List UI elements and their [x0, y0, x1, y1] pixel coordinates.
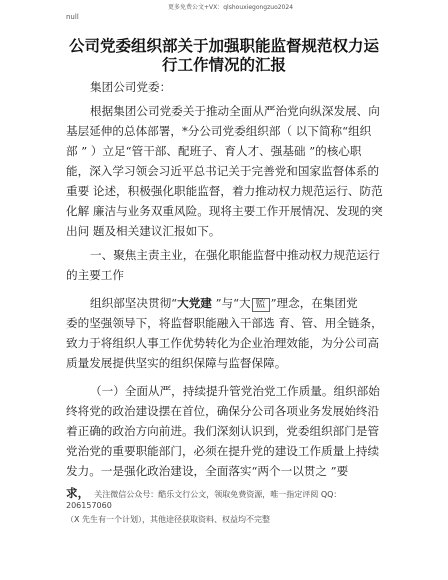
- footer-line-2: 206157060: [66, 501, 112, 510]
- watermark-text: 更多免费公文+VX：qlshouxiegongzuo2024: [168, 4, 294, 11]
- paragraph-1-line: 重要 论述，积极强化职能监督，着力推动权力规范运行、防范: [66, 184, 383, 198]
- footer-line-1: [66, 482, 341, 501]
- paragraph-2-line: 致力于将组织人事工作优势转化为企业治理效能，为分公司高: [66, 336, 380, 350]
- paragraph-2-line: [90, 295, 358, 312]
- section-heading-line: 的主要工作: [66, 268, 124, 282]
- header-mark: null: [66, 13, 79, 21]
- paragraph-1-line: 基层延伸的总体部署，*分公司党委组织部（ 以下简称“组织: [66, 124, 372, 138]
- paragraph-3-line: （一）全面从严，持续提升管党治党工作质量。组织部始: [90, 384, 380, 398]
- bold-phrase: 大党建: [177, 296, 212, 310]
- paragraph-3-line: 党治党的重要职能部门，必须在提升党的建设工作质量上持续: [66, 444, 380, 458]
- paragraph-2-line: 质量发展提供坚实的组织保障与监督保障。: [66, 356, 287, 370]
- paragraph-3-line: 终将党的政治建设摆在首位，确保分公司各项业务发展始终沿: [66, 404, 380, 418]
- glyph-box: 監: [252, 298, 270, 312]
- paragraph-1-line: 出问 题及相关建议汇报如下。: [66, 224, 221, 238]
- paragraph-1-line: 能，深入学习领会习近平总书记关于完善党和国家监督体系的: [66, 164, 380, 178]
- footer-line-3: （X 先生有一个计划），其他途径获取资料、权益均不完整: [66, 515, 271, 524]
- footer-notice: 关注微信公众号：酷乐文行公文，领取免费资源，唯一指定评阅 QQ：: [94, 490, 342, 499]
- paragraph-1-line: 部 ” ）立足“管干部、配班子、育人才、强基础 ”的核心职: [66, 144, 362, 158]
- paragraph-2-tail: ”理念，在集团党: [270, 296, 358, 310]
- paragraph-3-line: 发力。一是强化政治建设，全面落实“两个一以贯之 ”要: [66, 464, 349, 478]
- salutation: 集团公司党委：: [90, 80, 172, 94]
- doc-title-line-2: 行工作情况的汇报: [161, 56, 286, 74]
- doc-title-line-1: 公司党委组织部关于加强职能监督规范权力运: [68, 37, 379, 55]
- paragraph-3-line: 着正确的政治方向前进。我们深刻认识到，党委组织部门是管: [66, 424, 380, 438]
- paragraph-1-line: 根据集团公司党委关于推动全面从严治党向纵深发展、向: [90, 104, 380, 118]
- section-heading-line: 一、聚焦主责主业，在强化职能监督中推动权力规范运行: [90, 248, 380, 262]
- paragraph-2-line: 委的坚强领导下，将监督职能融入干部选 育、管、用全链条，: [66, 316, 383, 330]
- footer-prefix: 求，: [66, 486, 90, 500]
- paragraph-2-lead: 组织部坚决贯彻“大党建 ”与“大: [90, 296, 251, 310]
- paragraph-1-line: 化解 廉洁与业务双重风险。现将主要工作开展情况、发现的突: [66, 204, 383, 218]
